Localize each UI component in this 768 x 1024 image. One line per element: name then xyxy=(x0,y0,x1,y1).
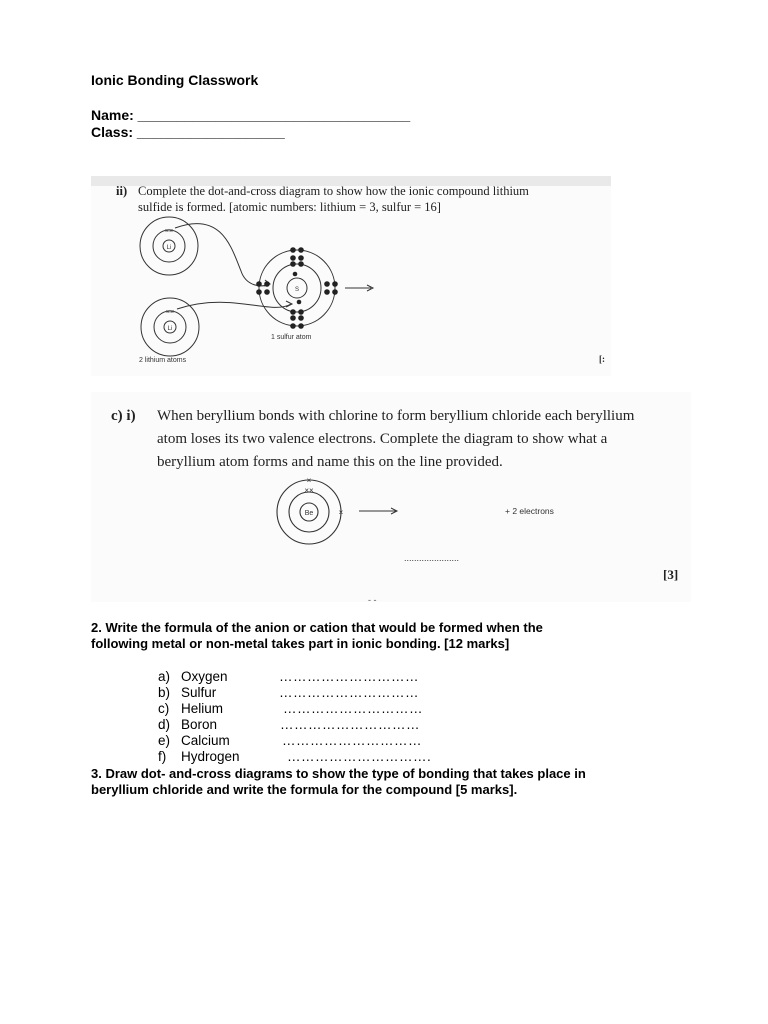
li-symbol-upper: Li xyxy=(166,245,172,251)
question-3-line-2: beryllium chloride and write the formula for the compound [5 marks]. xyxy=(91,782,518,797)
svg-text:××: ×× xyxy=(164,228,174,235)
marks-3: [3] xyxy=(663,567,679,582)
beryllium-atom xyxy=(277,476,344,544)
list-item-sulfur xyxy=(158,685,478,701)
item-letter: d) xyxy=(158,717,171,732)
item-letter: f) xyxy=(158,749,167,764)
item-letter: a) xyxy=(158,669,171,684)
question-ci-line-1: When beryllium bonds with chlorine to form beryllium chloride each beryllium xyxy=(157,408,635,424)
sulfur-caption: 1 sulfur atom xyxy=(271,334,312,341)
item-letter: e) xyxy=(158,733,171,748)
item-letter: c) xyxy=(158,701,170,716)
lithium-atom-lower xyxy=(141,298,199,356)
sulfur-atom xyxy=(256,247,338,329)
mark-fragment: [: xyxy=(599,354,605,364)
svg-text:××: ×× xyxy=(165,309,175,316)
lithium-sulfide-diagram xyxy=(91,176,611,376)
list-item-calcium xyxy=(158,733,478,749)
beryllium-diagram xyxy=(91,392,691,602)
question-number-ii: ii) xyxy=(116,184,128,198)
item-letter: b) xyxy=(158,685,171,700)
item-element: Boron xyxy=(181,717,218,732)
scanned-excerpt-lithium-sulfide xyxy=(91,176,611,376)
question-2-text xyxy=(91,620,691,652)
answer-dots[interactable]: ………………………… xyxy=(279,685,419,700)
s-symbol: S xyxy=(294,287,300,293)
element-list xyxy=(158,669,478,765)
question-3-line-1: 3. Draw dot- and-cross diagrams to show the type of bonding that takes place in xyxy=(91,766,586,781)
item-element: Calcium xyxy=(181,733,230,748)
question-number-ci: c) i) xyxy=(111,408,136,424)
list-item-hydrogen xyxy=(158,749,478,765)
item-element: Helium xyxy=(181,701,224,716)
svg-text:××: ×× xyxy=(304,486,314,495)
question-3-text xyxy=(91,766,691,798)
name-field[interactable]: Name: ___________________________________ xyxy=(91,107,411,123)
li-symbol-lower: Li xyxy=(167,326,173,332)
scanned-excerpt-beryllium xyxy=(91,392,691,602)
question-ci-line-2: atom loses its two valence electrons. Complete the diagram to show what a xyxy=(157,431,608,447)
question-ii-line-2: sulfide is formed. [atomic numbers: lithium = 3, sulfur = 16] xyxy=(138,200,441,214)
question-ii-line-1: Complete the dot-and-cross diagram to show how the ionic compound lithium xyxy=(138,184,529,198)
answer-dots[interactable]: ………………………… xyxy=(282,733,422,748)
answer-dots[interactable]: ………………………… xyxy=(279,669,419,684)
list-item-helium xyxy=(158,701,478,717)
svg-text:×: × xyxy=(338,508,344,517)
class-field[interactable]: Class: ___________________ xyxy=(91,124,285,140)
list-item-oxygen xyxy=(158,669,478,685)
answer-dots[interactable]: ………………………… xyxy=(283,701,423,716)
item-element: Oxygen xyxy=(181,669,228,684)
footer-fragment: - - xyxy=(368,595,377,602)
worksheet-title: Ionic Bonding Classwork xyxy=(91,72,259,88)
list-item-boron xyxy=(158,717,478,733)
answer-dots[interactable]: …………………………. xyxy=(287,749,432,764)
lithium-atom-upper xyxy=(140,217,198,275)
question-2-line-2: following metal or non-metal takes part in ionic bonding. [12 marks] xyxy=(91,636,510,651)
be-symbol: Be xyxy=(304,510,314,517)
item-element: Hydrogen xyxy=(181,749,240,764)
plus-two-electrons: + 2 electrons xyxy=(505,506,554,516)
answer-dots[interactable]: ………………………… xyxy=(280,717,420,732)
item-element: Sulfur xyxy=(181,685,217,700)
question-ci-line-3: beryllium atom forms and name this on the line provided. xyxy=(157,454,503,470)
question-2-line-1: 2. Write the formula of the anion or cation that would be formed when the xyxy=(91,620,543,635)
answer-line: ...................... xyxy=(404,553,460,563)
svg-text:×: × xyxy=(306,476,312,485)
lithium-caption: 2 lithium atoms xyxy=(139,357,187,364)
